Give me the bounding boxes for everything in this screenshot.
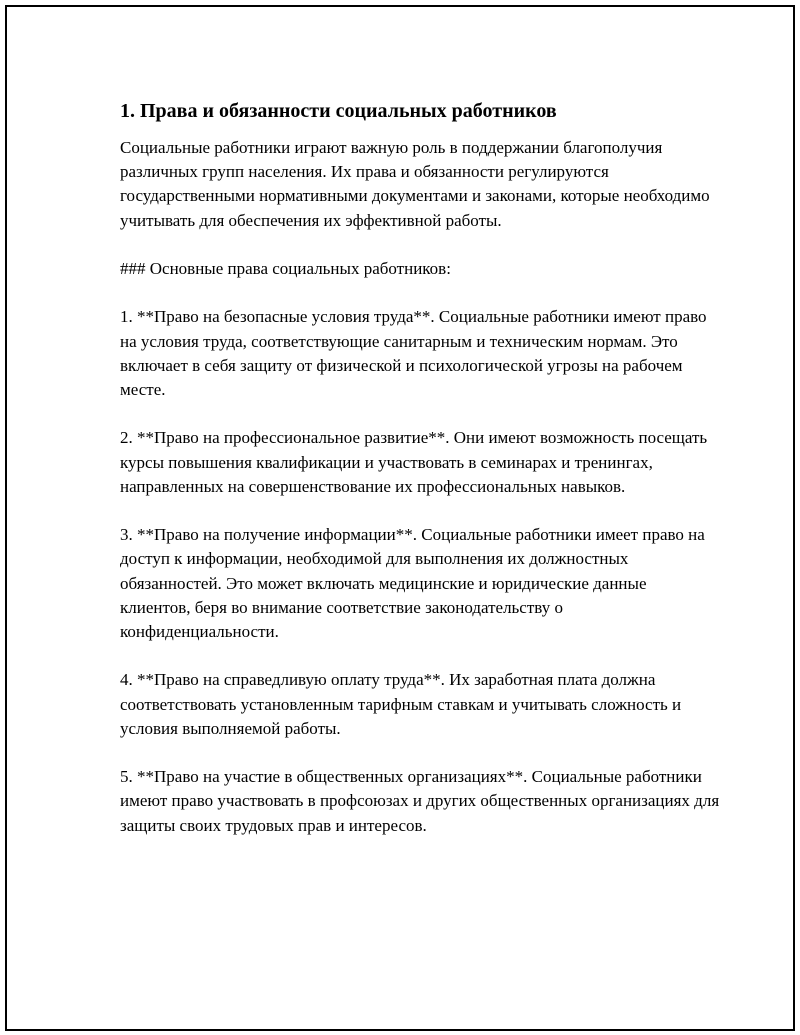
intro-paragraph: Социальные работники играют важную роль в поддержании благополучия различных групп населения. Их права и обязанности регулируются государственными нормативными документами и законами, которые необходимо учитывать для обеспечения их эффективной работы. — [120, 138, 710, 230]
list-item-3: 3. **Право на получение информации**. Социальные работники имеет право на доступ к информации, необходимой для выполнения их должностных обязанностей. Это может включать медицинские и юридические данные клиентов, беря во внимание соответствие законодательству о конфиденциальности. — [120, 525, 705, 641]
list-item-4: 4. **Право на справедливую оплату труда**. Их заработная плата должна соответствовать установленным тарифным ставкам и учитывать сложность и условия выполняемой работы. — [120, 670, 682, 738]
document-body — [120, 97, 720, 862]
list-item-5: 5. **Право на участие в общественных организациях**. Социальные работники имеют право участвовать в профсоюзах и других общественных организациях для защиты своих трудовых прав и интересов. — [120, 767, 720, 835]
subheading-paragraph: ### Основные права социальных работников: — [120, 259, 451, 278]
section-heading: 1. Права и обязанности социальных работников — [120, 100, 557, 122]
page-frame — [5, 5, 795, 1031]
list-item-2: 2. **Право на профессиональное развитие**. Они имеют возможность посещать курсы повышения квалификации и участвовать в семинарах и тренингах, направленных на совершенствование их профессиональных навыков. — [120, 428, 708, 496]
list-item-1: 1. **Право на безопасные условия труда**. Социальные работники имеют право на условия труда, соответствующие санитарным и техническим нормам. Это включает в себя защиту от физической и психологической угрозы на рабочем месте. — [120, 307, 707, 399]
